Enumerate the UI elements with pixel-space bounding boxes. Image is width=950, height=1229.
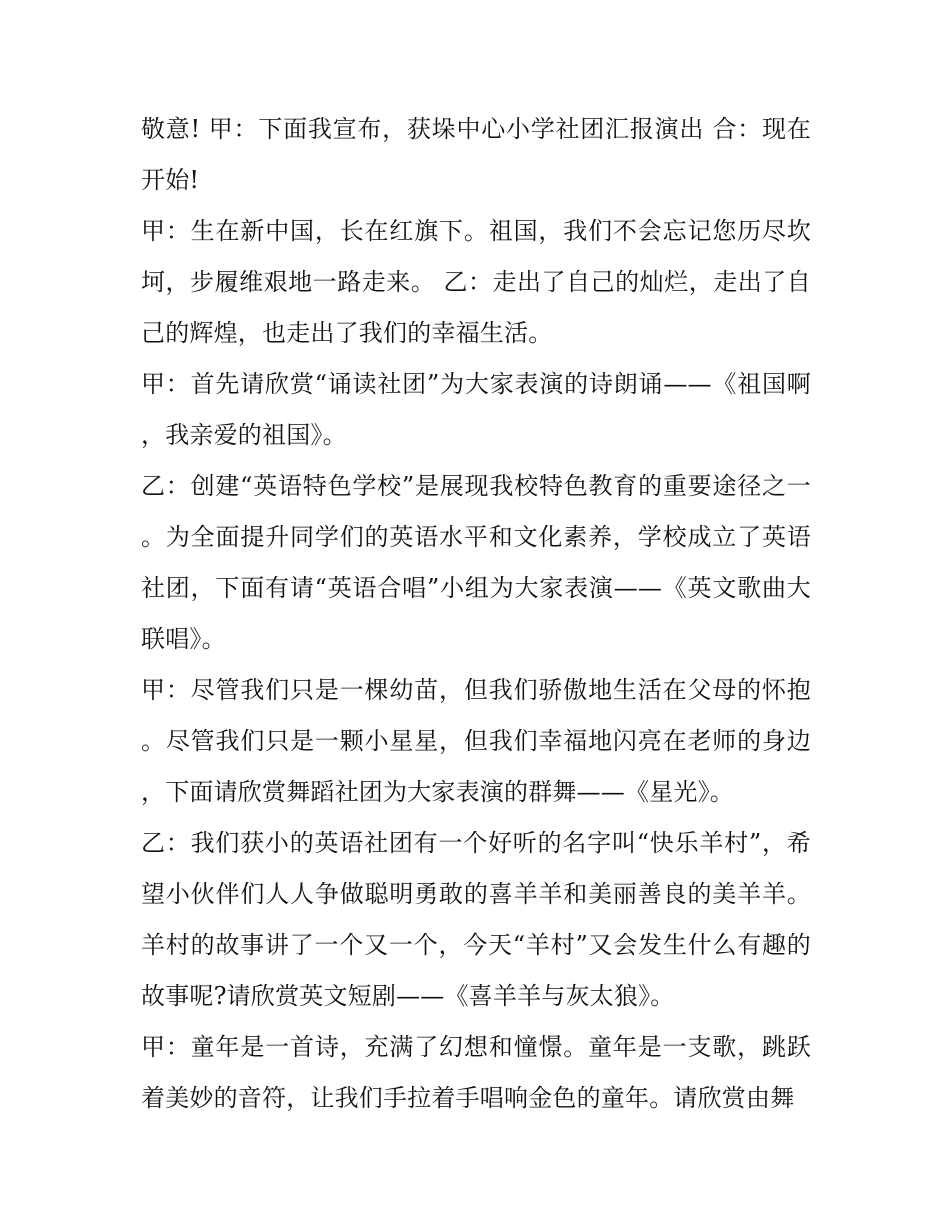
paragraph-opening: 敬意! 甲：下面我宣布，获垛中心小学社团汇报演出 合：现在开始! (141, 115, 811, 194)
paragraph-recitation: 甲：首先请欣赏“诵读社团”为大家表演的诗朗诵——《祖国啊，我亲爱的祖国》。 (141, 370, 811, 449)
paragraph-english-chorus: 乙：创建“英语特色学校”是展现我校特色教育的重要途径之一。为全面提升同学们的英语水平和文化素养，学校成立了英语社团，下面有请“英语合唱”小组为大家表演——《英文歌曲大联唱》。 (141, 472, 811, 653)
paragraph-motherland: 甲：生在新中国，长在红旗下。祖国，我们不会忘记您历尽坎坷，步履维艰地一路走来。 乙：走出了自己的灿烂，走出了自己的辉煌，也走出了我们的幸福生活。 (141, 217, 811, 347)
document-body (141, 104, 811, 1124)
paragraph-english-drama: 乙：我们获小的英语社团有一个好听的名字叫“快乐羊村”，希望小伙伴们人人争做聪明勇敢的喜羊羊和美丽善良的美羊羊。羊村的故事讲了一个又一个，今天“羊村”又会发生什么有趣的故事呢?请欣赏英文短剧——《喜羊羊与灰太狼》。 (141, 829, 811, 1010)
paragraph-dance-starlight: 甲：尽管我们只是一棵幼苗，但我们骄傲地生活在父母的怀抱。尽管我们只是一颗小星星，但我们幸福地闪亮在老师的身边，下面请欣赏舞蹈社团为大家表演的群舞——《星光》。 (141, 676, 811, 806)
paragraph-childhood: 甲：童年是一首诗，充满了幻想和憧憬。童年是一支歌，跳跃着美妙的音符，让我们手拉着手唱响金色的童年。请欣赏由舞 (141, 1033, 811, 1112)
